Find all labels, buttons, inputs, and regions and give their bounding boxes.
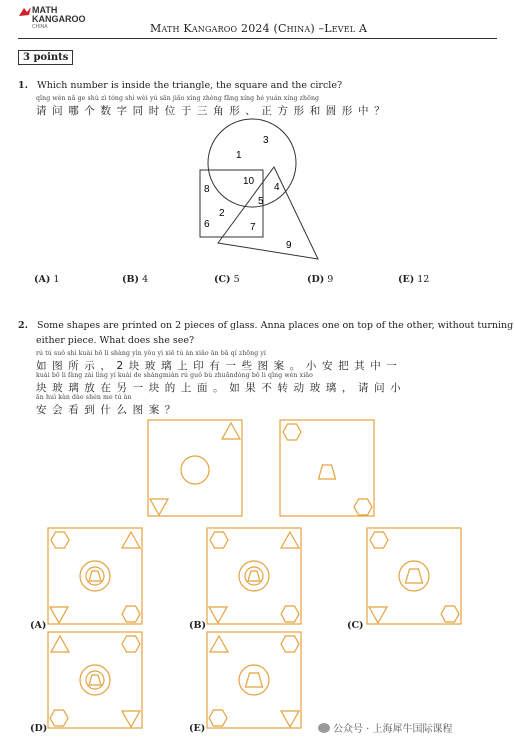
q1-number: 1. xyxy=(18,80,28,91)
q2-pinyin-1: rú tú suǒ shì kuài bō li shàng yìn yǒu yì xiē tú àn xiǎo ān bǎ qí zhōng yí xyxy=(36,350,267,357)
q1-circle xyxy=(208,119,296,207)
q1-num-4: 4 xyxy=(274,182,280,193)
points-badge: 3 points xyxy=(18,50,73,65)
q2-text-line2: either piece. What does she see? xyxy=(36,335,195,346)
q1-num-8: 8 xyxy=(204,184,210,195)
q1-option-d[interactable]: (D) 9 xyxy=(307,274,334,285)
q1-num-1: 1 xyxy=(236,150,242,161)
q1-option-c[interactable]: (C) 5 xyxy=(214,274,240,285)
header-divider xyxy=(18,38,497,39)
q1-text: Which number is inside the triangle, the square and the circle? xyxy=(36,80,343,91)
q1-num-5: 5 xyxy=(258,196,264,207)
q2-option-a-label[interactable]: (A) xyxy=(30,620,47,631)
q1-option-b[interactable]: (B) 4 xyxy=(122,274,149,285)
q2-chinese-1: 如图所示，2块玻璃上印有一些图案。小安把其中一 xyxy=(36,360,403,372)
q1-pinyin: qǐng wèn nǎ ge shù zì tóng shí wèi yú sān jiǎo xíng zhèng fāng xíng hé yuán xíng zhōng xyxy=(36,95,320,102)
q2-option-c-label[interactable]: (C) xyxy=(347,620,364,631)
q2-figures xyxy=(0,410,515,740)
footer-watermark: 公众号 · 上海犀牛国际课程 xyxy=(318,720,453,735)
q1-num-7: 7 xyxy=(250,222,256,233)
q2-pinyin-2: kuài bō li fàng zài lìng yí kuài de shàngmiàn rú guǒ bù zhuǎndòng bō li qǐng wèn xiǎo xyxy=(36,372,313,379)
logo xyxy=(18,5,86,36)
q2-option-e-figure[interactable] xyxy=(207,632,301,728)
logo-text-kangaroo: KANGAROO xyxy=(32,14,86,24)
q2-option-d-label[interactable]: (D) xyxy=(30,723,48,734)
q1-text-row xyxy=(18,80,342,92)
q2-option-b-figure[interactable] xyxy=(207,528,301,624)
q1-triangle xyxy=(218,167,318,259)
q1-num-10: 10 xyxy=(243,176,255,187)
q1-option-a[interactable]: (A) 1 xyxy=(34,274,60,285)
q1-option-e[interactable]: (E) 12 xyxy=(398,274,430,285)
q2-text-line1: Some shapes are printed on 2 pieces of glass. Anna places one on top of the other, without turning xyxy=(36,320,514,331)
wechat-icon xyxy=(318,723,330,733)
q2-chinese-3: 安会看到什么图案？ xyxy=(36,404,181,416)
q2-pinyin-3: ān huì kàn dào shén me tú àn xyxy=(36,394,132,401)
q2-text-row xyxy=(18,320,513,332)
q2-option-e-label[interactable]: (E) xyxy=(189,723,206,734)
q1-num-6: 6 xyxy=(204,219,210,230)
logo-text-math: MATH xyxy=(32,5,58,15)
q2-number: 2. xyxy=(18,320,28,331)
q2-chinese-2: 块玻璃放在另一块的上面。如果不转动玻璃，请问小 xyxy=(36,382,407,394)
kangaroo-logo-icon xyxy=(18,6,32,18)
glass-piece-2 xyxy=(280,420,374,516)
q2-option-c-figure[interactable] xyxy=(367,528,461,624)
q1-num-2: 2 xyxy=(219,208,225,219)
logo-text-china: CHINA xyxy=(32,24,48,30)
q1-num-3: 3 xyxy=(263,135,269,146)
q1-num-9: 9 xyxy=(286,240,292,251)
q1-figure xyxy=(190,115,340,260)
q2-option-b-label[interactable]: (B) xyxy=(189,620,207,631)
glass-piece-1 xyxy=(148,420,242,516)
page-title: Math Kangaroo 2024 (China) –Level A xyxy=(150,22,368,35)
q1-chinese: 请问哪个数字同时位于三角形、正方形和圆形中？ xyxy=(36,105,391,117)
q2-option-d-figure[interactable] xyxy=(48,632,142,728)
q2-option-a-figure[interactable] xyxy=(48,528,142,624)
